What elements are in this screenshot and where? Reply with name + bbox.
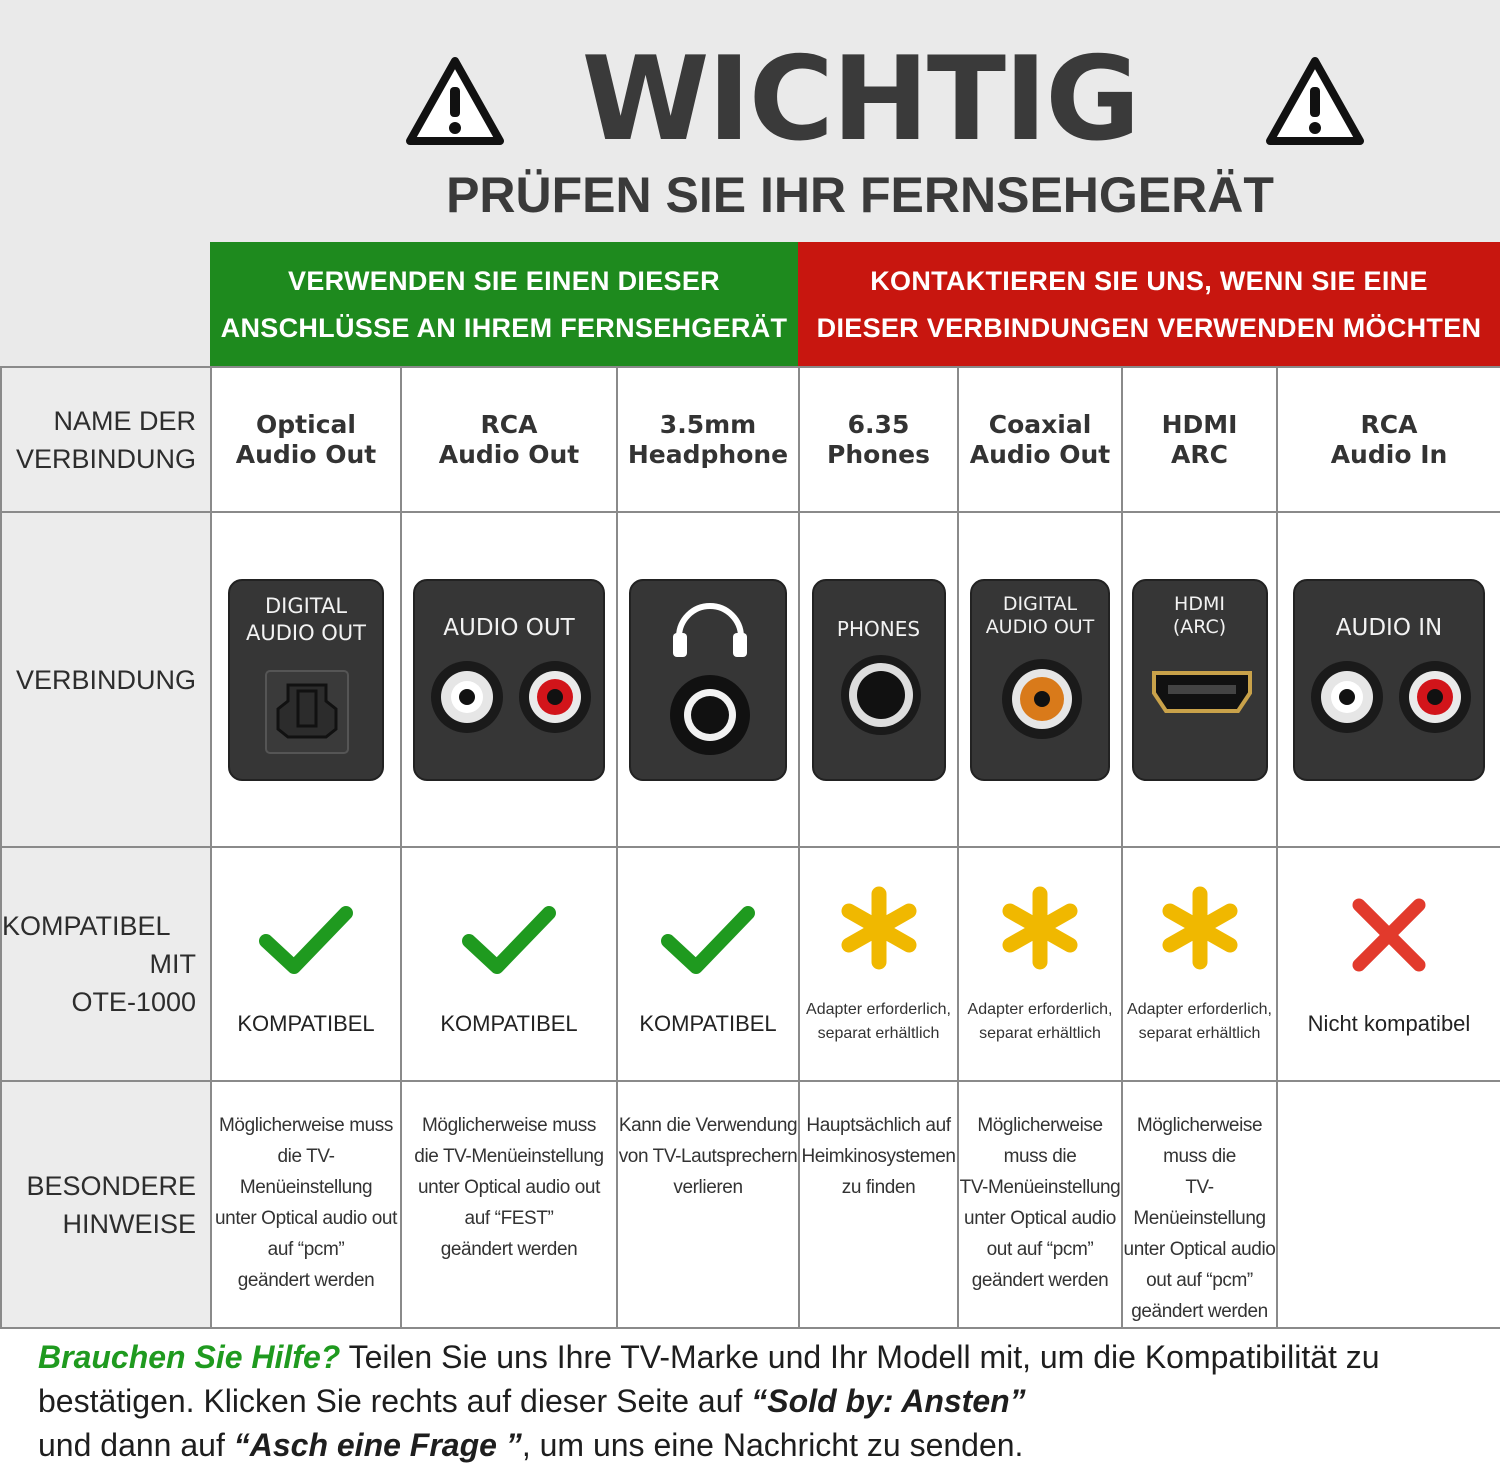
cross-icon [1349, 895, 1429, 975]
help-heading: Brauchen Sie Hilfe? [38, 1339, 341, 1375]
compat-status: Adapter erforderlich, separat erhältlich [1127, 1001, 1272, 1042]
sold-by-link[interactable]: “Sold by: Ansten” [751, 1383, 1026, 1419]
compat-status: KOMPATIBEL [639, 1011, 777, 1036]
compat-status: Nicht kompatibel [1307, 1011, 1471, 1036]
help-footer: Brauchen Sie Hilfe? Teilen Sie uns Ihre TV-Marke und Ihr Modell mit, um die Kompatibilität zu bestätigen. Klicken Sie rechts auf dieser Seite auf “Sold by: Ansten” und dann auf “Asch eine Frage ”, um uns eine Nachricht zu senden. [38, 1339, 1380, 1463]
special-notes: Möglicherweise muss die TV-Menüeinstellung unter Optical audio out auf “pcm” geändert werden [958, 1081, 1122, 1328]
phones-jack-icon: PHONES [812, 579, 946, 781]
page-subtitle: PRÜFEN SIE IHR FERNSEHGERÄT [446, 167, 1274, 223]
coaxial-port-icon: DIGITAL AUDIO OUT [970, 579, 1110, 781]
row-label-notes: BESONDERE HINWEISE [1, 1081, 211, 1328]
row-label-name: NAME DER VERBINDUNG [1, 367, 211, 512]
rca-in-port-icon: AUDIO IN [1293, 579, 1485, 781]
rca-port-icon: AUDIO OUT [413, 579, 605, 781]
compatibility-table [0, 366, 1500, 1329]
compat-status: Adapter erforderlich, separat erhältlich [967, 1001, 1113, 1042]
special-notes: Kann die Verwendung von TV-Lautsprechern verlieren [617, 1081, 799, 1328]
contact-band-line1: KONTAKTIEREN SIE UNS, WENN SIE EINE [870, 266, 1428, 296]
compatible-band-line1: VERWENDEN SIE EINEN DIESER [288, 266, 720, 296]
optical-port-icon: DIGITAL AUDIO OUT [228, 579, 384, 781]
check-icon [658, 901, 758, 981]
check-icon [256, 901, 356, 981]
asterisk-icon [837, 886, 921, 970]
compat-status: KOMPATIBEL [440, 1011, 578, 1036]
compat-status: Adapter erforderlich, separat erhältlich [806, 1001, 951, 1042]
contact-band-line2: DIESER VERBINDUNGEN VERWENDEN MÖCHTEN [816, 313, 1482, 343]
compatible-band-line2: ANSCHLÜSSE AN IHREM FERNSEHGERÄT [220, 313, 788, 343]
special-notes [1277, 1081, 1500, 1328]
page-title: WICHTIG [581, 32, 1139, 167]
row-label-compatibility: KOMPATIBEL MIT OTE-1000 [1, 847, 211, 1081]
warning-icon [405, 55, 505, 150]
table-row-notes [1, 1081, 1500, 1328]
ask-question-link[interactable]: “Asch eine Frage ” [233, 1427, 522, 1463]
warning-icon [1265, 55, 1365, 150]
special-notes: Möglicherweise muss die TV-Menüeinstellung unter Optical audio out auf “FEST” geändert werden [401, 1081, 617, 1328]
special-notes: Möglicherweise muss die TV-Menüeinstellung unter Optical audio out auf “pcm” geändert werden [1122, 1081, 1277, 1328]
asterisk-icon [1158, 886, 1242, 970]
asterisk-icon [998, 886, 1082, 970]
headphone-jack-icon [629, 579, 787, 781]
table-row-connection [1, 512, 1500, 847]
check-icon [459, 901, 559, 981]
connection-name: 6.35 Phones [799, 367, 958, 512]
compatible-band [210, 242, 798, 366]
connection-name: Coaxial Audio Out [958, 367, 1122, 512]
connection-name: RCA Audio Out [401, 367, 617, 512]
contact-band [798, 242, 1500, 366]
table-row-name [1, 367, 1500, 512]
special-notes: Möglicherweise muss die TV-Menüeinstellung unter Optical audio out auf “pcm” geändert werden [211, 1081, 401, 1328]
connection-name: HDMI ARC [1122, 367, 1277, 512]
connection-name: RCA Audio In [1277, 367, 1500, 512]
compat-status: KOMPATIBEL [237, 1011, 375, 1036]
special-notes: Hauptsächlich auf Heimkinosystemen zu finden [799, 1081, 958, 1328]
connection-name: 3.5mm Headphone [617, 367, 799, 512]
hdmi-port-icon: HDMI (ARC) [1132, 579, 1268, 781]
connection-name: Optical Audio Out [211, 367, 401, 512]
table-row-compatibility [1, 847, 1500, 1081]
row-label-connection: VERBINDUNG [1, 512, 211, 847]
